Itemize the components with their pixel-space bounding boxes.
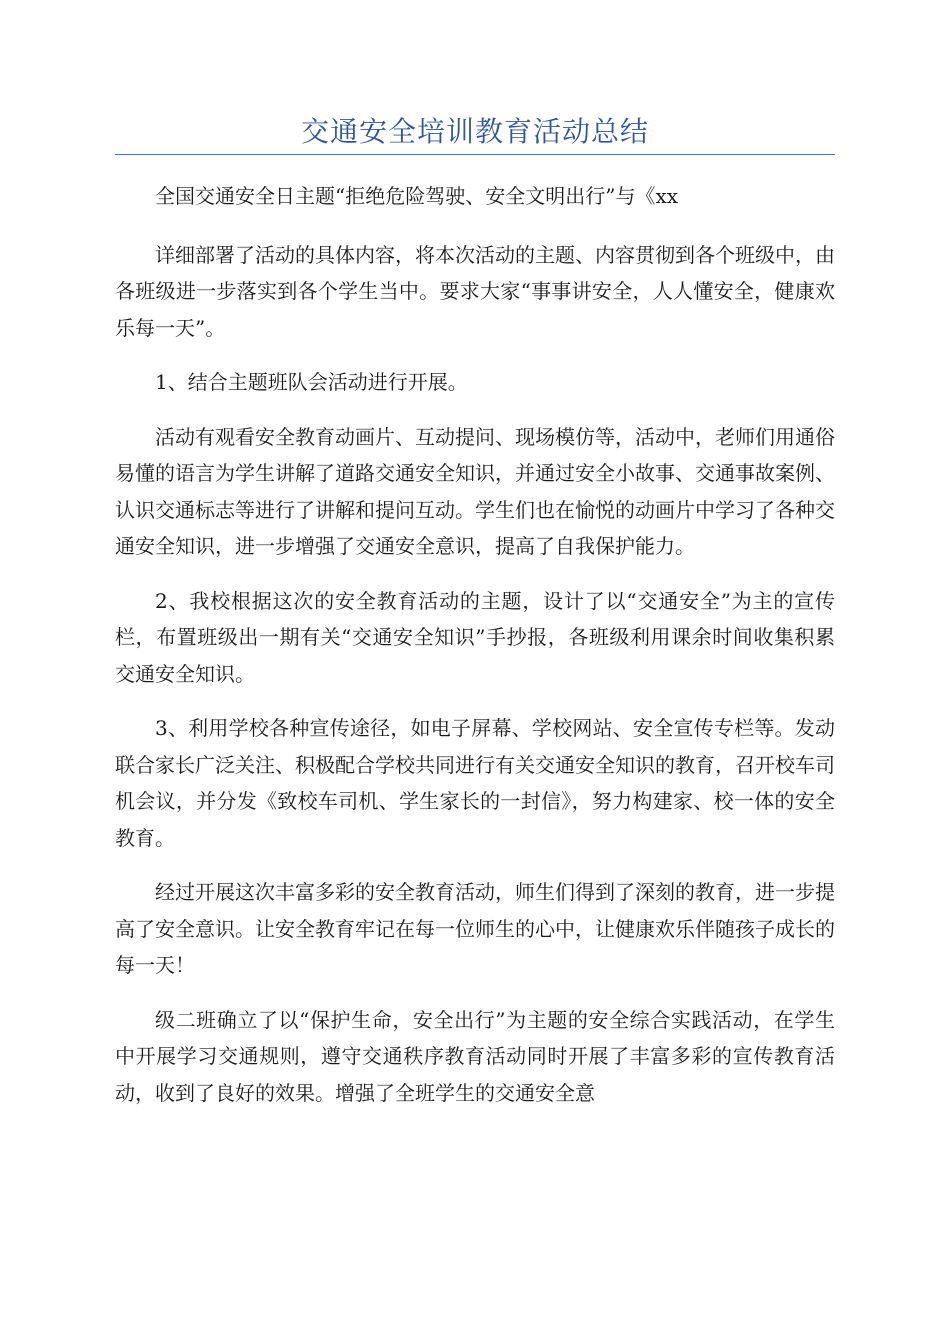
paragraph-activity: 活动有观看安全教育动画片、互动提问、现场模仿等，活动中，老师们用通俗易懂的语言为学生讲解了道路交通安全知识，并通过安全小故事、交通事故案例、认识交通标志等进行了讲解和提问互动。学生们也在愉悦的动画片中学习了各种交通安全知识，进一步增强了交通安全意识，提高了自我保护能力。 bbox=[115, 424, 835, 558]
paragraph-intro: 全国交通安全日主题“拒绝危险驾驶、安全文明出行”与《xx bbox=[155, 184, 679, 208]
document-title: 交通安全培训教育活动总结 bbox=[300, 115, 649, 148]
paragraph-deployment: 详细部署了活动的具体内容，将本次活动的主题、内容贯彻到各个班级中，由各班级进一步落实到各个学生当中。要求大家“事事讲安全，人人懂安全，健康欢乐每一天”。 bbox=[115, 242, 835, 340]
paragraph-conclusion: 经过开展这次丰富多彩的安全教育活动，师生们得到了深刻的教育，进一步提高了安全意识。让安全教育牢记在每一位师生的心中，让健康欢乐伴随孩子成长的每一天！ bbox=[115, 880, 835, 977]
title-underline bbox=[115, 154, 835, 155]
paragraph-item-1: 1、结合主题班队会活动进行开展。 bbox=[155, 370, 468, 394]
paragraph-item-3: 3、利用学校各种宣传途径，如电子屏幕、学校网站、安全宣传专栏等。发动联合家长广泛关注、积极配合学校共同进行有关交通安全知识的教育，召开校车司机会议，并分发《致校车司机、学生家长的一封信》，努力构建家、校一体的安全教育。 bbox=[115, 716, 835, 850]
paragraph-item-2: 2、我校根据这次的安全教育活动的主题，设计了以“交通安全”为主的宣传栏，布置班级出一期有关“交通安全知识”手抄报，各班级利用课余时间收集积累交通安全知识。 bbox=[115, 588, 835, 686]
document-body bbox=[115, 178, 835, 1129]
paragraph-class: 级二班确立了以“保护生命，安全出行”为主题的安全综合实践活动，在学生中开展学习交通规则，遵守交通秩序教育活动同时开展了丰富多彩的宣传教育活动，收到了良好的效果。增强了全班学生的交通安全意 bbox=[115, 1007, 835, 1105]
